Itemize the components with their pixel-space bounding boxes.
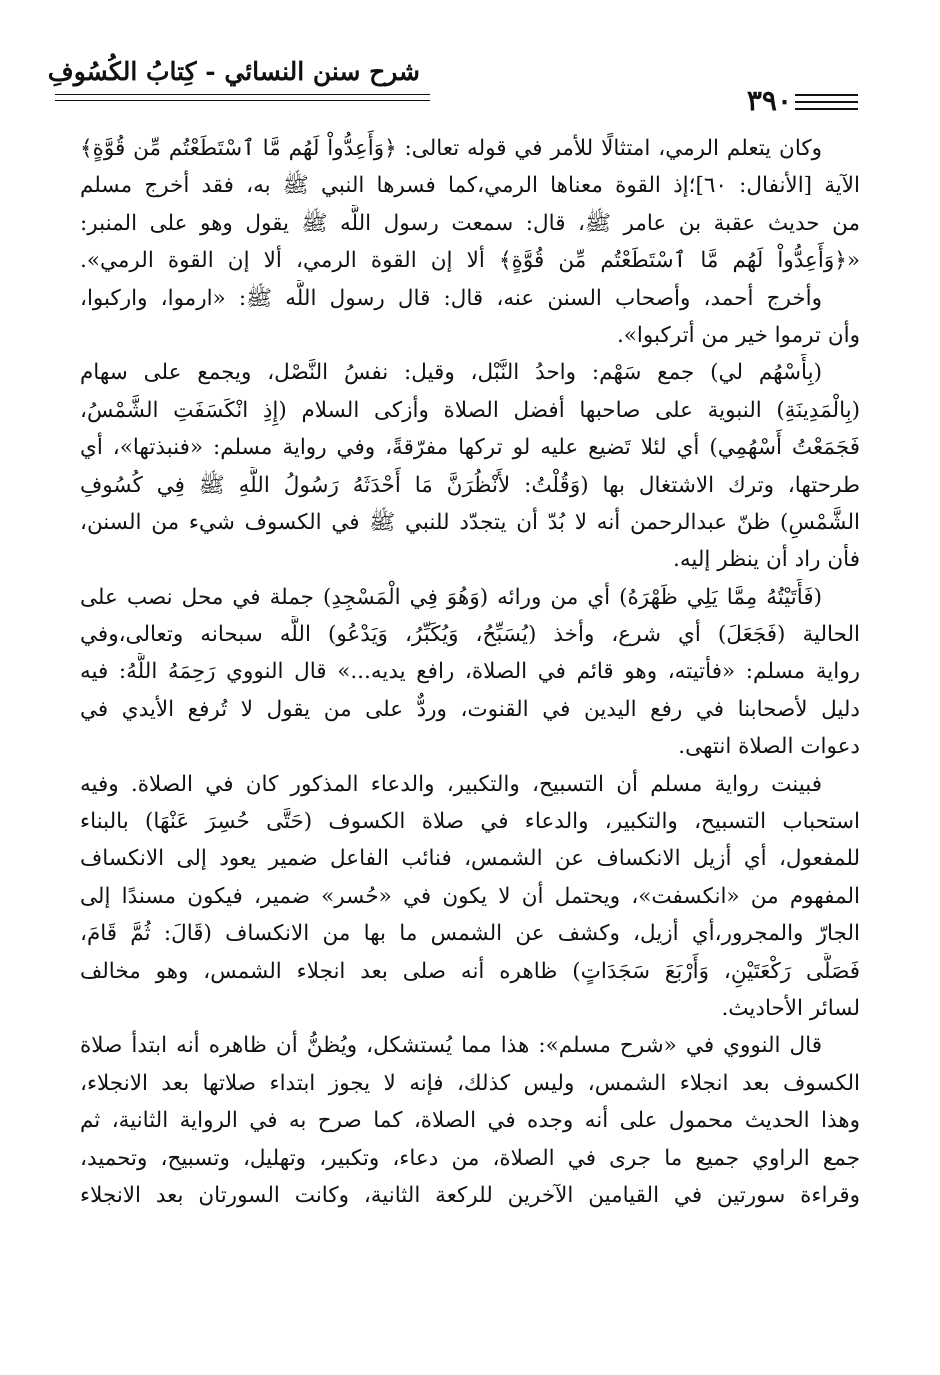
text-line: جمع الراوي جميع ما جرى في الصلاة، من دعاء، وتكبير، وتهليل، وتسبيح، وتحميد،: [80, 1145, 860, 1171]
text-line: فبينت رواية مسلم أن التسبيح، والتكبير، والدعاء المذكور كان في الصلاة. وفيه: [80, 771, 822, 797]
page-number-rule-2: [795, 101, 858, 103]
text-line: طرحتها، وترك الاشتغال بها (وَقُلْتُ: لأَنْظُرَنَّ مَا أَحْدَثَهُ رَسُولُ اللَّهِ ﷺ فِي كُسُوفِ: [80, 472, 860, 498]
text-line: الآية [الأنفال: ٦٠]؛إذ القوة معناها الرمي،كما فسرها النبي ﷺ به، فقد أخرج مسلم: [80, 173, 860, 199]
page-number: ٣٩٠: [746, 84, 792, 117]
text-line: وقراءة سورتين في القيامين الآخرين للركعة الثانية، وكانت السورتان بعد الانجلاء: [80, 1182, 860, 1208]
page-number-rule-1: [795, 94, 858, 96]
text-line: الجارّ والمجرور،أي أزيل، وكشف عن الشمس ما بها من الانكساف (قَالَ: ثُمَّ قَامَ،: [80, 921, 860, 947]
text-line: «﴿وَأَعِدُّواْ لَهُم مَّا ٱسْتَطَعْتُم مِّن قُوَّةٍ﴾ ألا إن القوة الرمي، ألا إن القوة الرمي».: [80, 248, 860, 274]
text-line: وكان يتعلم الرمي، امتثالًا للأمر في قوله تعالى: ﴿وَأَعِدُّواْ لَهُم مَّا ٱسْتَطَعْتُم مِّن قُوَّةٍ﴾: [80, 136, 822, 161]
text-line: من حديث عقبة بن عامر ﷺ، قال: سمعت رسول اللَّه ﷺ يقول وهو على المنبر:: [80, 210, 860, 236]
text-line: الكسوف بعد انجلاء الشمس، وليس كذلك، فإنه لا يجوز ابتداء صلاتها بعد الانجلاء،: [80, 1070, 860, 1096]
text-line: استحباب التسبيح، والتكبير، والدعاء في صلاة الكسوف (حَتَّى حُسِرَ عَنْهَا) بالبناء: [80, 809, 860, 835]
text-line: وهذا الحديث محمول على أنه وجده في الصلاة، كما صرح به في الرواية الثانية، ثم: [80, 1108, 860, 1134]
text-line: فأن راد أن ينظر إليه.: [673, 547, 860, 573]
text-line: (فَأَتَيْتُهُ مِمَّا يَلِي ظَهْرَهُ) أي من ورائه (وَهُوَ فِي الْمَسْجِدِ) جملة في محل نصب على: [80, 584, 822, 610]
header-rule-bottom: [55, 100, 430, 101]
text-line: لسائر الأحاديث.: [721, 995, 860, 1021]
running-header-title: شرح سنن النسائي - كِتابُ الكُسُوفِ: [47, 57, 420, 86]
text-line: فَصَلَّى رَكْعَتَيْنِ، وَأَرْبَعَ سَجَدَاتٍ) ظاهره أنه صلى بعد انجلاء الشمس، وهو مخالف: [80, 958, 860, 984]
body-text: [80, 130, 860, 1214]
text-line: رواية مسلم: «فأتيته، وهو قائم في الصلاة، رافع يديه...» قال النووي رَحِمَهُ اللَّهُ: فيه: [80, 659, 860, 685]
text-line: (بِالْمَدِينَةِ) النبوية على صاحبها أفضل الصلاة وأزكى السلام (إِذِ انْكَسَفَتِ الشَّمْسُ،: [80, 397, 860, 423]
text-line: وأن ترموا خير من أتركبوا».: [616, 322, 860, 348]
header-rule-top: [55, 94, 430, 95]
text-line: المفهوم من «انكسفت»، ويحتمل أن لا يكون في «حُسر» ضمير، فيكون مسندًا إلى: [80, 883, 860, 909]
text-line: دليل لأصحابنا في رفع اليدين في القنوت، وردٌّ على من يقول لا تُرفع الأيدي في: [80, 696, 860, 722]
text-line: فَجَمَعْتُ أَسْهُمِي) أي لئلا تَضيع عليه لو تركها مفرّقةً، وفي رواية مسلم: «فنبذتها»، أي: [80, 435, 860, 461]
text-line: (بِأَسْهُم لي) جمع سَهْم: واحدُ النَّبْل، وقيل: نفسُ النَّصْل، ويجمع على سهام: [80, 360, 822, 386]
page-number-rule-3: [795, 108, 858, 110]
text-line: للمفعول، أي أزيل الانكساف عن الشمس، فنائب الفاعل ضمير يعود إلى الانكساف: [80, 846, 860, 872]
text-line: الحالية (فَجَعَلَ) أي شرع، وأخذ (يُسَبِّحُ، وَيُكَبِّرُ، وَيَدْعُو) اللَّه سبحانه وتعالى،وفي: [80, 622, 860, 648]
text-line: وأخرج أحمد، وأصحاب السنن عنه، قال: قال رسول اللَّه ﷺ: «ارموا، واركبوا،: [80, 285, 822, 311]
text-line: دعوات الصلاة انتهى.: [678, 734, 860, 760]
text-line: قال النووي في «شرح مسلم»: هذا مما يُستشكل، ويُظنُّ أن ظاهره أنه ابتدأ صلاة: [80, 1033, 822, 1059]
text-line: الشَّمْسِ) ظنّ عبدالرحمن أنه لا بُدّ أن يتجدّد للنبي ﷺ في الكسوف شيء من السنن،: [80, 509, 860, 535]
